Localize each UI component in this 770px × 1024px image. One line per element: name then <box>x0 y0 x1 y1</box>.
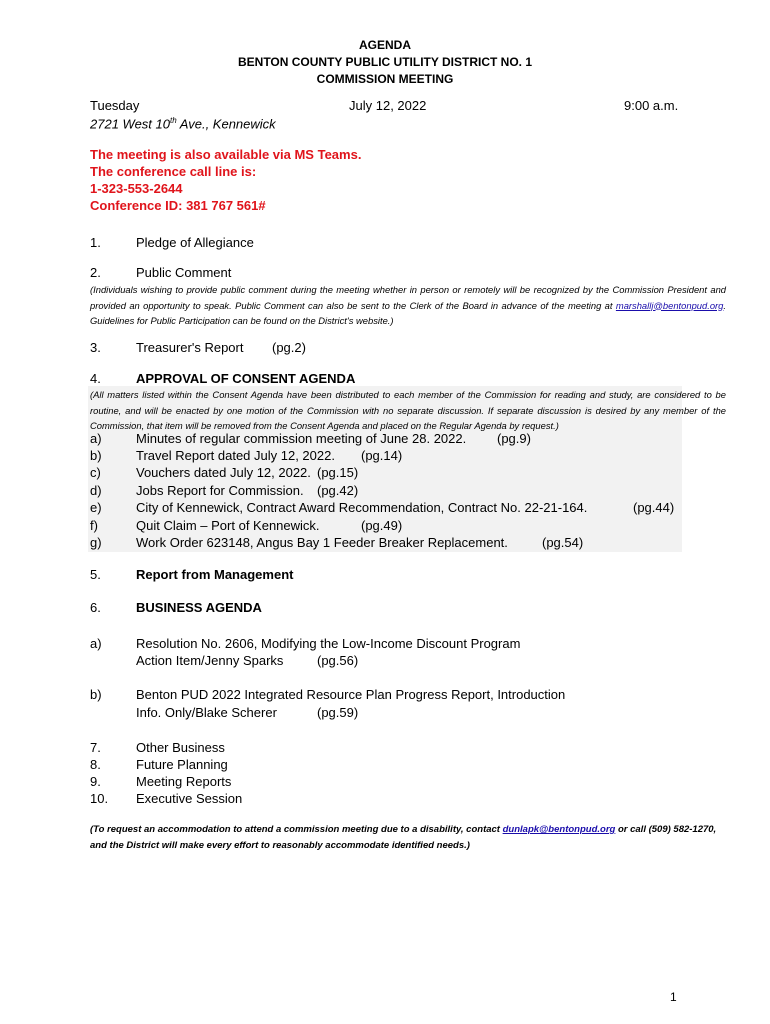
business-a-title: Resolution No. 2606, Modifying the Low-Income Discount Program <box>136 636 521 651</box>
teams-notice: The meeting is also available via MS Teams. <box>90 147 362 162</box>
item-6-number: 6. <box>90 600 101 615</box>
meeting-day: Tuesday <box>90 98 140 113</box>
item-5-number: 5. <box>90 567 101 582</box>
consent-item-text: Vouchers dated July 12, 2022. <box>136 465 311 480</box>
item-8-label: Future Planning <box>136 757 228 772</box>
conference-phone: 1-323-553-2644 <box>90 181 183 196</box>
page-number: 1 <box>670 990 677 1004</box>
item-2-label: Public Comment <box>136 265 232 280</box>
consent-item-page: (pg.14) <box>361 448 403 463</box>
conference-line-label: The conference call line is: <box>90 164 257 179</box>
address-city: Ave., Kennewick <box>176 116 276 132</box>
address-street: 2721 West 10 <box>90 116 170 132</box>
accommodation-email-link[interactable]: dunlapk@bentonpud.org <box>502 824 616 835</box>
district-name: BENTON COUNTY PUBLIC UTILITY DISTRICT NO. 1 <box>237 55 533 69</box>
consent-item-page: (pg.54) <box>542 535 584 550</box>
item-8-number: 8. <box>90 757 101 772</box>
item-9-number: 9. <box>90 774 101 789</box>
consent-letter: g) <box>90 535 102 550</box>
item-2-number: 2. <box>90 265 101 280</box>
consent-item-text: City of Kennewick, Contract Award Recommendation, Contract No. 22-21-164. <box>136 500 588 515</box>
accommodation-contact: or call (509) 582-1270, and the District will make every effort to reasonably accommodate identified needs.) <box>90 824 717 851</box>
conference-id: Conference ID: 381 767 561# <box>90 198 266 213</box>
business-a-page: (pg.56) <box>317 653 359 668</box>
item-10-number: 10. <box>90 791 109 806</box>
meeting-type: COMMISSION MEETING <box>316 72 454 86</box>
business-b-letter: b) <box>90 687 102 702</box>
business-a-letter: a) <box>90 636 102 651</box>
meeting-date: July 12, 2022 <box>349 98 427 113</box>
item-4-number: 4. <box>90 371 101 386</box>
meeting-time: 9:00 a.m. <box>624 98 679 113</box>
consent-letter: c) <box>90 465 101 480</box>
item-3-label: Treasurer's Report <box>136 340 244 355</box>
consent-item-page: (pg.9) <box>497 431 531 446</box>
item-5-label: Report from Management <box>136 567 294 582</box>
item-6-label: BUSINESS AGENDA <box>136 600 262 615</box>
item-3-number: 3. <box>90 340 101 355</box>
item-1-number: 1. <box>90 235 101 250</box>
item-3-page: (pg.2) <box>272 340 306 355</box>
consent-item-page: (pg.44) <box>633 500 675 515</box>
consent-item-text: Travel Report dated July 12, 2022. <box>136 448 335 463</box>
business-b-page: (pg.59) <box>317 705 359 720</box>
business-b-title: Benton PUD 2022 Integrated Resource Plan Progress Report, Introduction <box>136 687 566 702</box>
consent-agenda-note: (All matters listed within the Consent Agenda have been distributed to each member of the Commission for reading and study, are considered to be routine, and will be enacted by one motion of the Commission with no separate discussion. If separate discussion is desired by any member of the Commission, that item will be removed from the Consent Agenda and placed on the Regular Agenda by request.) <box>90 389 726 431</box>
consent-letter: e) <box>90 500 102 515</box>
item-9-label: Meeting Reports <box>136 774 232 789</box>
consent-item-page: (pg.42) <box>317 483 359 498</box>
consent-item-page: (pg.49) <box>361 518 403 533</box>
item-10-label: Executive Session <box>136 791 243 806</box>
agenda-heading: AGENDA <box>358 38 411 52</box>
consent-item-page: (pg.15) <box>317 465 359 480</box>
consent-item-text: Jobs Report for Commission. <box>136 483 304 498</box>
item-4-label: APPROVAL OF CONSENT AGENDA <box>136 371 356 386</box>
public-comment-note <box>90 282 726 329</box>
clerk-email-link[interactable]: marshallj@bentonpud.org <box>615 299 724 311</box>
consent-item-text: Minutes of regular commission meeting of June 28. 2022. <box>136 431 467 446</box>
public-comment-guidelines: . Guidelines for Public Participation can be found on the District's website.) <box>90 299 726 326</box>
address-superscript: th <box>169 116 177 125</box>
business-a-presenter: Action Item/Jenny Sparks <box>136 653 284 668</box>
consent-item-text: Quit Claim – Port of Kennewick. <box>136 518 320 533</box>
accommodation-note <box>90 822 730 854</box>
consent-letter: b) <box>90 448 102 463</box>
item-7-number: 7. <box>90 740 101 755</box>
consent-letter: f) <box>90 518 98 533</box>
meeting-address <box>90 116 276 131</box>
item-7-label: Other Business <box>136 740 225 755</box>
item-1-label: Pledge of Allegiance <box>136 235 254 250</box>
public-comment-text: (Individuals wishing to provide public comment during the meeting whether in person or remotely will be recognized by the Commission President and provided an opportunity to speak. Public Comment can also be sent to the Clerk of the Board in advance of the meeting at <box>90 284 726 311</box>
consent-letter: d) <box>90 483 102 498</box>
consent-item-text: Work Order 623148, Angus Bay 1 Feeder Breaker Replacement. <box>136 535 508 550</box>
business-b-presenter: Info. Only/Blake Scherer <box>136 705 277 720</box>
accommodation-text: (To request an accommodation to attend a commission meeting due to a disability, contact <box>90 824 503 835</box>
consent-letter: a) <box>90 431 102 446</box>
